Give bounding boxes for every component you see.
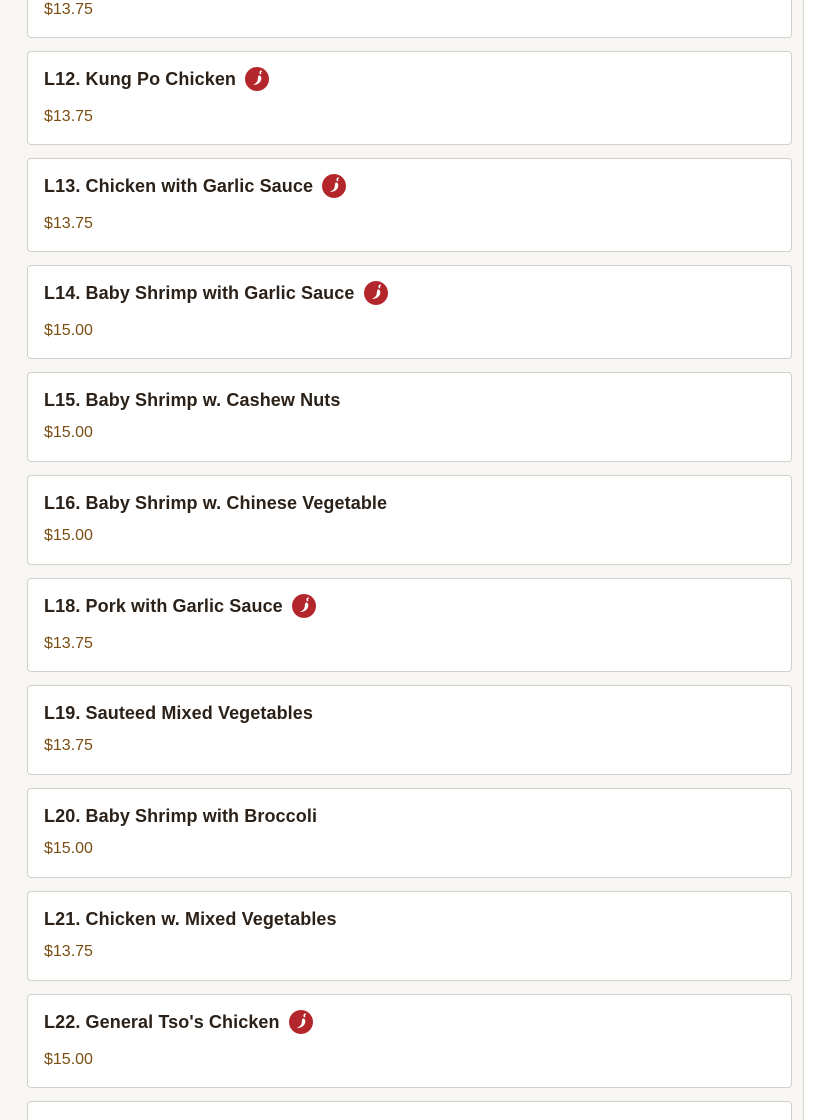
menu-item-name: L15. Baby Shrimp w. Cashew Nuts <box>44 389 341 410</box>
menu-item-name: L14. Baby Shrimp with Garlic Sauce <box>44 282 355 303</box>
menu-item-card[interactable] <box>27 51 792 145</box>
chili-pepper-icon <box>292 594 316 618</box>
menu-item-card[interactable] <box>27 685 792 775</box>
menu-item-card[interactable] <box>27 372 792 462</box>
menu-item-name-row <box>44 389 341 411</box>
page-right-gutter <box>803 0 824 1120</box>
chili-pepper-icon <box>289 1010 313 1034</box>
menu-item-price: $13.75 <box>44 635 93 652</box>
menu-item-name-row <box>44 595 316 617</box>
menu-item-price: $15.00 <box>44 527 93 544</box>
menu-item-price: $15.00 <box>44 322 93 339</box>
menu-item-name-row <box>44 702 313 724</box>
menu-item-name-row <box>44 805 317 827</box>
menu-item-name-row <box>44 282 388 304</box>
menu-item-list <box>27 0 792 1120</box>
chili-pepper-icon <box>364 281 388 305</box>
menu-item-name: L18. Pork with Garlic Sauce <box>44 595 283 616</box>
menu-item-card[interactable] <box>27 265 792 359</box>
menu-item-price: $15.00 <box>44 840 93 857</box>
menu-item-name: L21. Chicken w. Mixed Vegetables <box>44 908 337 929</box>
menu-item-price: $13.75 <box>44 1 93 18</box>
menu-item-name: L20. Baby Shrimp with Broccoli <box>44 805 318 826</box>
menu-item-card[interactable] <box>27 158 792 252</box>
menu-item-price: $13.75 <box>44 215 93 232</box>
menu-item-name-row <box>44 492 387 514</box>
menu-item-name: L13. Chicken with Garlic Sauce <box>44 175 314 196</box>
menu-item-card[interactable] <box>27 578 792 672</box>
menu-item-price: $13.75 <box>44 737 93 754</box>
menu-item-name-row <box>44 175 346 197</box>
chili-pepper-icon <box>322 174 346 198</box>
menu-item-card[interactable] <box>27 0 792 38</box>
menu-item-price: $15.00 <box>44 1051 93 1068</box>
menu-item-price: $13.75 <box>44 108 93 125</box>
menu-item-name: L19. Sauteed Mixed Vegetables <box>44 702 314 723</box>
menu-item-name-row <box>44 1011 313 1033</box>
menu-item-name-row <box>44 68 269 90</box>
chili-pepper-icon <box>245 67 269 91</box>
menu-item-name: L12. Kung Po Chicken <box>44 68 237 89</box>
menu-item-card[interactable] <box>27 891 792 981</box>
menu-item-card[interactable] <box>27 994 792 1088</box>
menu-item-name-row <box>44 908 337 930</box>
menu-item-name: L16. Baby Shrimp w. Chinese Vegetable <box>44 492 388 513</box>
menu-item-card[interactable] <box>27 475 792 565</box>
menu-item-price: $13.75 <box>44 943 93 960</box>
menu-item-price: $15.00 <box>44 424 93 441</box>
menu-item-card[interactable] <box>27 788 792 878</box>
menu-item-name: L22. General Tso's Chicken <box>44 1011 280 1032</box>
menu-item-card[interactable] <box>27 1101 792 1120</box>
